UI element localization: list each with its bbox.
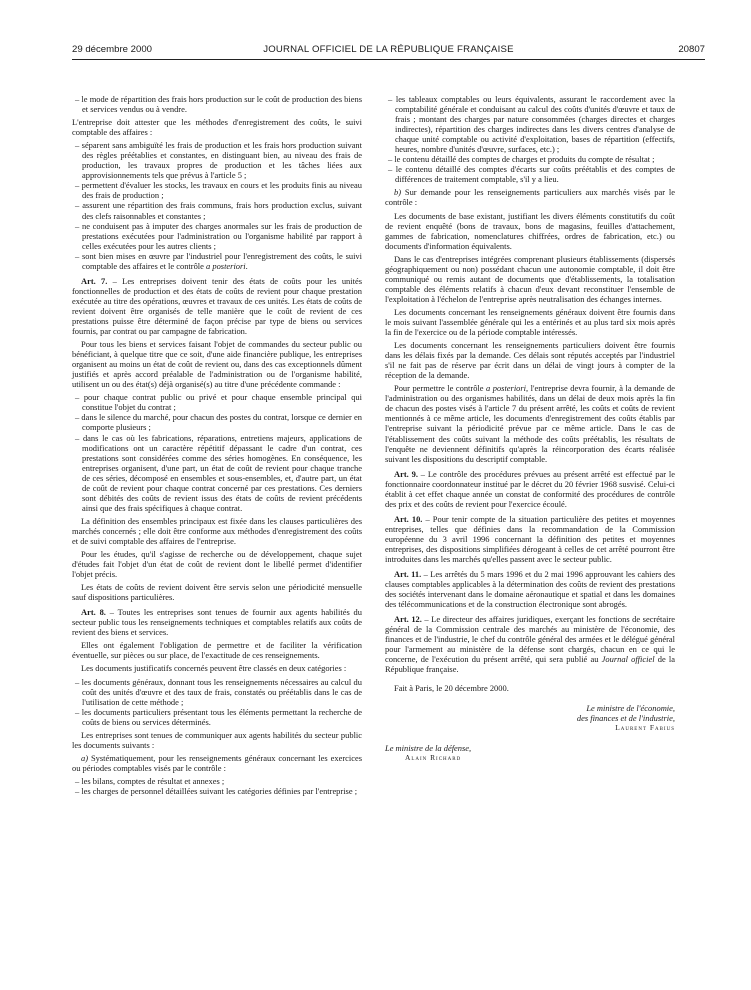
paragraph: Les entreprises sont tenues de communiquer aux agents habilités du secteur public les documents suivants : — [72, 729, 362, 750]
paragraph: L'entreprise doit attester que les méthodes d'enregistrement des coûts, le suivi comptable des affaires : — [72, 117, 362, 138]
signatory-title: Le ministre de l'économie, — [586, 702, 675, 713]
header-rule — [72, 59, 705, 60]
paragraph — [385, 383, 675, 463]
item-label: b) — [394, 187, 402, 198]
paragraph: La définition des ensembles principaux est fixée dans les clauses particulières des marchés concernés ; elle doit être conforme aux méthodes d'enregistrement des coûts et de suivi comptable des affaires de l'entreprise. — [72, 515, 362, 546]
paragraph-a — [72, 753, 362, 773]
article-10 — [385, 514, 675, 564]
list-item: – sont bien mises en œuvre par l'industriel pour l'enregistrement des coûts, le suivi comptable des affaires et le contrôle a posteriori. — [72, 251, 362, 271]
biens-list — [72, 392, 362, 513]
list-item: – pour chaque contrat public ou privé et pour chaque ensemble principal qui constitue l'objet du contrat ; — [72, 392, 362, 412]
left-column — [72, 94, 362, 799]
list-item: – dans le silence du marché, pour chacun des postes du contrat, lorsque ce dernier en comporte plusieurs ; — [72, 412, 362, 432]
paragraph: Les documents concernant les renseignements particuliers doivent être fournis dans les délais fixés par la demande. Ces délais sont réputés acceptés par l'industriel s'il ne fait pas de réserve par écrit dans un délai de vingt jours à compter de la réception de la demande. — [385, 340, 675, 381]
item-label: a) — [81, 752, 89, 763]
article-12 — [385, 614, 675, 674]
article-text: – Le contrôle des procédures prévues au présent arrêté est effectué par le fonctionnaire coordonnateur institué par le décret du 20 février 1968 susvisé. Celui-ci établit à cet effet chaque année un constat de conformité des procédures de contrôle des prix et des coûts de revient pour l'exercice écoulé. — [385, 468, 675, 509]
documents-list — [72, 677, 362, 727]
signatory-name: Alain Richard — [405, 752, 462, 762]
article-9 — [385, 469, 675, 509]
paragraph: Les documents de base existant, justifiant les divers éléments constitutifs du coût de revient enquêté (bons de travaux, bons de magasins, feuilles d'attachement, gammes de fabrication, nomenclatures chiffrées, ordres de fabrication, etc.) ou documents d'information équivalents. — [385, 210, 675, 251]
list-item: – le contenu détaillé des comptes de charges et produits du compte de résultat ; — [385, 154, 675, 164]
paragraph: Pour tous les biens et services faisant l'objet de commandes du secteur public ou bénéficiant, à quelque titre que ce soit, d'une aide financière publique, les entreprises organisent au moins un état de coût de revient ou, dans des cas exceptionnels dûment justifiés et après accord préalable de l'administration ou de l'organisme habilité, utilisent un ou des état(s) déjà organisé(s) au titre d'une précédente commande : — [72, 339, 362, 390]
paragraph-text: Pour permettre le contrôle — [394, 383, 487, 394]
top-list — [385, 94, 675, 184]
list-item: – le mode de répartition des frais hors production sur le coût de production des biens et services vendus ou à vendre. — [72, 94, 362, 114]
a-list — [72, 776, 362, 796]
paragraph: Les documents justificatifs concernés peuvent être classés en deux catégories : — [81, 663, 347, 674]
article-text: – Les arrêtés du 5 mars 1996 et du 2 mai 1996 approuvant les cahiers des clauses comptables applicables à la détermination des coûts de revient des prestations des sociétés intervenant dans le domaine aéronautique et spatial et dans les domaines des télécommunications et de la construction électronique sont abrogés. — [385, 569, 675, 610]
article-text: – Les entreprises doivent tenir des états de coûts pour les unités fonctionnelles de production et des états de coûts de revient pour chaque prestation exécutée au titre des opérations, œuvres et travaux de ces unités. Les états de coûts de revient doivent être organisés de telle manière que le coût de revient de ces prestations puisse être déterminé de façon précise par type de biens ou services fournis, par contrat ou par campagne de fabrication. — [72, 275, 362, 337]
article-11 — [385, 569, 675, 609]
list-item: – dans le cas où les fabrications, réparations, entretiens majeurs, applications de modifications ont un caractère répétitif dépassant le cadre d'un contrat, ces prestations sont considérées comme des séries homogènes. En conséquence, les entreprises organisent, d'une part, un état de coût de revient pour chaque tranche de ces séries, décomposé en ensembles et sous-ensembles, et, d'autre part, un état de coût de revient pour chaque contrat concerné par ces prestations. Ces derniers sont débités des coûts de revient issus des états de coûts de revient précédents ainsi que des frais spécifiques à chaque contrat. — [72, 433, 362, 513]
list-item: – ne conduisent pas à imputer des charges anormales sur les frais de production de prestations exécutées pour l'administration ou l'organisme habilité par rapport à celles exécutées pour les autres clients ; — [72, 221, 362, 251]
header-journal-title: JOURNAL OFFICIEL DE LA RÉPUBLIQUE FRANÇAISE — [263, 44, 514, 55]
article-7 — [72, 276, 362, 336]
article-label: Art. 12. — [394, 614, 422, 625]
page-header — [72, 44, 705, 58]
signatory-title: des finances et de l'industrie, — [576, 712, 675, 723]
paragraph: Elles ont également l'obligation de permettre et de faciliter la vérification éventuelle, sur pièces ou sur place, de l'exactitude de ces renseignements. — [72, 640, 362, 661]
list-item: – assurent une répartition des frais communs, frais hors production exclus, suivant des clefs raisonnables et constantes ; — [72, 200, 362, 220]
paragraph: Dans le cas d'entreprises intégrées comprenant plusieurs établissements (dispersés géographiquement ou non) possédant chacun une autonomie comptable, il doit être communiqué ou remis autant de documents que d'établissements, la totalisation comptable des éléments relatifs à chacun d'eux devant reconstituer l'ensemble de l'exploitation à l'échelon de l'entreprise après neutralisation des échanges internes. — [385, 253, 675, 304]
article-label: Art. 8. — [81, 607, 106, 618]
list-item: – le contenu détaillé des comptes d'écarts sur coûts préétablis et des comptes de différences de traitement comptable, s'il y a lieu. — [385, 164, 675, 184]
article-label: Art. 11. — [394, 569, 422, 580]
paragraph-text: , l'entreprise devra fournir, à la demande de l'administration ou des organismes habilités, dans un délai de deux mois après la fin de chacun des postes visés à l'article 7 du présent arrêté, les coûts et coûts de revient mentionnés à ce même article, les documents d'enregistrement des coûts établis par l'entreprise suivant la périodicité prévue par ce même article. Dans le cas de l'établissement des coûts suivant la méthode des coûts préétablis, les résultats de l'enquête ne deviennent définitifs qu'après la réincorporation des écarts réalisée suivant les dispositions du descriptif comptable. — [385, 383, 675, 464]
right-column — [385, 94, 675, 763]
paragraph-b — [385, 187, 675, 207]
intro-list — [72, 94, 362, 114]
header-page-number: 20807 — [678, 44, 705, 55]
list-item: – les tableaux comptables ou leurs équivalents, assurant le raccordement avec la comptabilité générale et conduisant au calcul des coûts d'unités d'œuvre et taux de frais ; montant des charges par nature consommées (charges directes et charges indirectes), répartition des charges indirectes dans les divers centres d'analyse de chaque unité comptable ou activité d'exploitation, bases de répartition (effectifs, heures, nombre d'unités d'œuvre, surfaces, etc.) ; — [385, 94, 675, 154]
article-italic: Journal officiel — [601, 654, 655, 665]
list-item: – les bilans, comptes de résultat et annexes ; — [72, 776, 362, 786]
list-item-italic: a posteriori — [206, 260, 246, 271]
article-text: – Toutes les entreprises sont tenues de fournir aux agents habilités du secteur public tous les renseignements techniques et comptables relatifs aux coûts de revient des biens et services. — [72, 607, 362, 638]
list-item: – permettent d'évaluer les stocks, les travaux en cours et les produits finis au niveau des frais de production ; — [72, 180, 362, 200]
paragraph: Les documents concernant les renseignements généraux doivent être fournis dans le mois suivant l'assemblée générale qui les a entérinés et au plus tard six mois après la fin de l'exercice ou de la période comptable intéressés. — [385, 306, 675, 338]
article-label: Art. 9. — [394, 468, 418, 479]
attest-list — [72, 140, 362, 271]
item-text: Sur demande pour les renseignements particuliers aux marchés visés par le contrôle : — [385, 187, 675, 208]
article-8 — [72, 607, 362, 637]
paragraph: Pour les études, qu'il s'agisse de recherche ou de développement, chaque sujet d'études fait l'objet d'un état de coût de revient dont le libellé permet d'identifier l'objet précis. — [72, 549, 362, 580]
article-text: de la République française. — [385, 654, 675, 675]
article-text: – Le directeur des affaires juridiques, exerçant les fonctions de secrétaire général de la Commission centrale des marchés au ministère de l'économie, des finances et de l'industrie, le chef du contrôle général des armées et le délégué général pour l'armement au ministère de la défense sont chargés, chacun en ce qui le concerne, de l'exécution du présent arrêté, qui sera publié au — [385, 614, 675, 665]
list-item: – les documents particuliers présentant tous les éléments permettant la recherche de coûts de biens ou services déterminés. — [72, 707, 362, 727]
paragraph-italic: a posteriori — [486, 383, 527, 394]
list-item: – les charges de personnel détaillées suivant les catégories définies par l'entreprise ; — [72, 786, 362, 796]
signing-date: Fait à Paris, le 20 décembre 2000. — [394, 682, 509, 693]
signatory-name: Laurent Fabius — [615, 722, 675, 732]
paragraph: Les états de coûts de revient doivent être servis selon une périodicité mensuelle sauf dispositions particulières. — [72, 582, 362, 603]
list-item-text: sont bien mises en œuvre par l'industriel pour l'enregistrement des coûts, le suivi comptable des affaires et le contrôle — [82, 250, 362, 271]
list-item: – séparent sans ambiguïté les frais de production et les frais hors production suivant des règles préétablies et constantes, en distinguant bien, au niveau des frais de production, les travaux propres de production et les tâches liées aux approvisionnements tels que prévus à l'article 5 ; — [72, 140, 362, 180]
article-label: Art. 7. — [81, 275, 108, 286]
list-item: – les documents généraux, donnant tous les renseignements nécessaires au calcul du coût des unités d'œuvre et des taux de frais, constatés ou préétablis dans le cas de l'utilisation de cette méthode ; — [72, 677, 362, 707]
header-date: 29 décembre 2000 — [72, 44, 153, 55]
signatory-title: Le ministre de la défense, — [385, 742, 472, 753]
article-text: – Pour tenir compte de la situation particulière des petites et moyennes entreprises, telles que définies dans la recommandation de la Commission européenne du 3 avril 1996 concernant la définition des petites et moyennes entreprises, des dispositions simplifiées dérogeant à celles de cet arrêté pourront être introduites dans les marchés qu'elles passent avec le secteur public. — [385, 513, 676, 565]
article-label: Art. 10. — [394, 513, 423, 524]
item-text: Systématiquement, pour les renseignements généraux concernant les exercices ou périodes comptables visés par le contrôle : — [72, 752, 362, 773]
